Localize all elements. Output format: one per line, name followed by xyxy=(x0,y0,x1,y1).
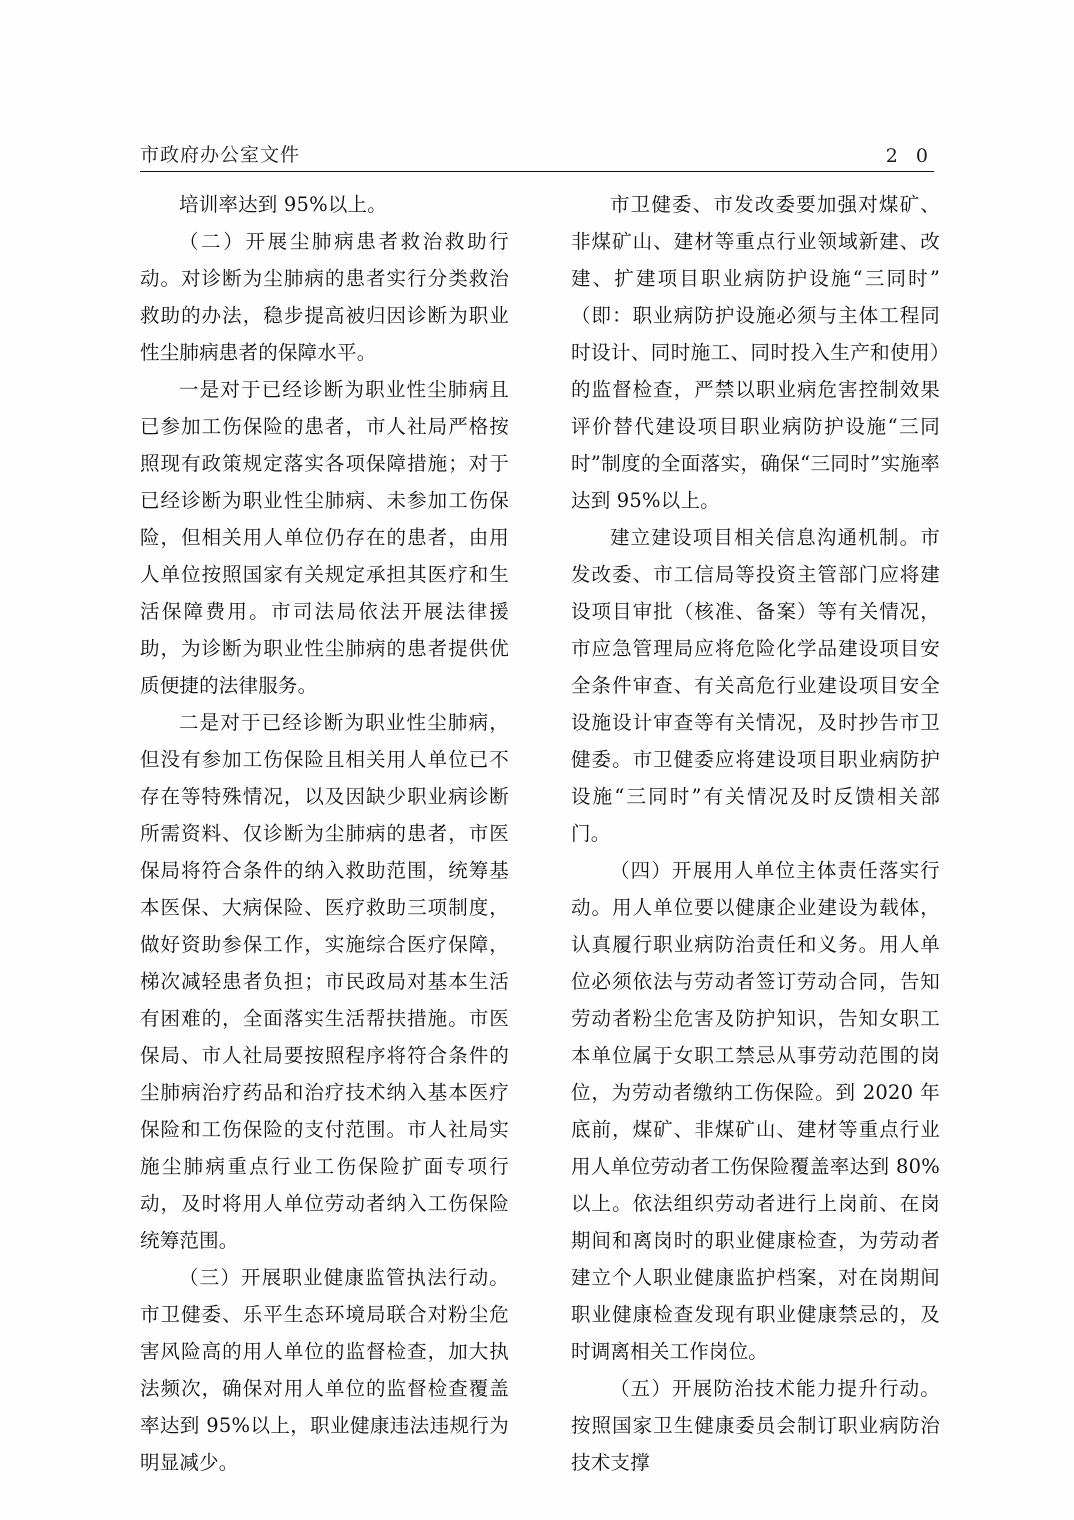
paragraph: （四）开展用人单位主体责任落实行动。用人单位要以健康企业建设为载体，认真履行职业病防治责任和义务。用人单位必须依法与劳动者签订劳动合同，告知劳动者粉尘危害及防护知识，告知女职工本单位属于女职工禁忌从事劳动范围的岗位，为劳动者缴纳工伤保险。到 2020 年底前，煤矿、非煤矿山、建材等重点行业用人单位劳动者工伤保险覆盖率达到 80%以上。依法组织劳动者进行上岗前、在岗期间和离岗时的职业健康检查，为劳动者建立个人职业健康监护档案，对在岗期间职业健康检查发现有职业健康禁忌的，及时调离相关工作岗位。 xyxy=(571,859,940,1363)
paragraph: 二是对于已经诊断为职业性尘肺病，但没有参加工伤保险且相关用人单位已不存在等特殊情况，以及因缺少职业病诊断所需资料、仅诊断为尘肺病的患者，市医保局将符合条件的纳入救助范围，统筹基本医保、大病保险、医疗救助三项制度，做好资助参保工作，实施综合医疗保障，梯次减轻患者负担；市民政局对基本生活有困难的，全面落实生活帮扶措施。市医保局、市人社局要按照程序将符合条件的尘肺病治疗药品和治疗技术纳入基本医疗保险和工伤保险的支付范围。市人社局实施尘肺病重点行业工伤保险扩面专项行动，及时将用人单位劳动者纳入工伤保险统筹范围。 xyxy=(140,711,509,1252)
paragraph: （三）开展职业健康监管执法行动。市卫健委、乐平生态环境局联合对粉尘危害风险高的用人单位的监督检查，加大执法频次，确保对用人单位的监督检查覆盖率达到 95%以上，职业健康违法违规行为明显减少。 xyxy=(140,1266,509,1474)
page-header xyxy=(140,140,934,172)
paragraph: （二）开展尘肺病患者救治救助行动。对诊断为尘肺病的患者实行分类救治救助的办法，稳步提高被归因诊断为职业性尘肺病患者的保障水平。 xyxy=(140,230,509,364)
left-column xyxy=(140,186,509,1481)
paragraph: 建立建设项目相关信息沟通机制。市发改委、市工信局等投资主管部门应将建设项目审批（核准、备案）等有关情况，市应急管理局应将危险化学品建设项目安全条件审查、有关高危行业建设项目安全设施设计审查等有关情况，及时抄告市卫健委。市卫健委应将建设项目职业病防护设施“三同时”有关情况及时反馈相关部门。 xyxy=(571,526,940,845)
page-number: 2 0 xyxy=(885,145,934,167)
paragraph: 培训率达到 95%以上。 xyxy=(179,193,387,216)
paragraph: 一是对于已经诊断为职业性尘肺病且已参加工伤保险的患者，市人社局严格按照现有政策规定落实各项保障措施；对于已经诊断为职业性尘肺病、未参加工伤保险，但相关用人单位仍存在的患者，由用人单位按照国家有关规定承担其医疗和生活保障费用。市司法局依法开展法律援助，为诊断为职业性尘肺病的患者提供优质便捷的法律服务。 xyxy=(140,378,509,697)
right-column xyxy=(571,186,940,1481)
paragraph: 市卫健委、市发改委要加强对煤矿、非煤矿山、建材等重点行业领域新建、改建、扩建项目职业病防护设施“三同时”（即：职业病防护设施必须与主体工程同时设计、同时施工、同时投入生产和使用）的监督检查，严禁以职业病危害控制效果评价替代建设项目职业病防护设施“三同时”制度的全面落实，确保“三同时”实施率达到 95%以上。 xyxy=(571,193,940,512)
header-document-title: 市政府办公室文件 xyxy=(140,144,301,166)
paragraph: （五）开展防治技术能力提升行动。按照国家卫生健康委员会制订职业病防治技术支撑 xyxy=(571,1377,940,1474)
two-column-body xyxy=(140,186,940,1481)
